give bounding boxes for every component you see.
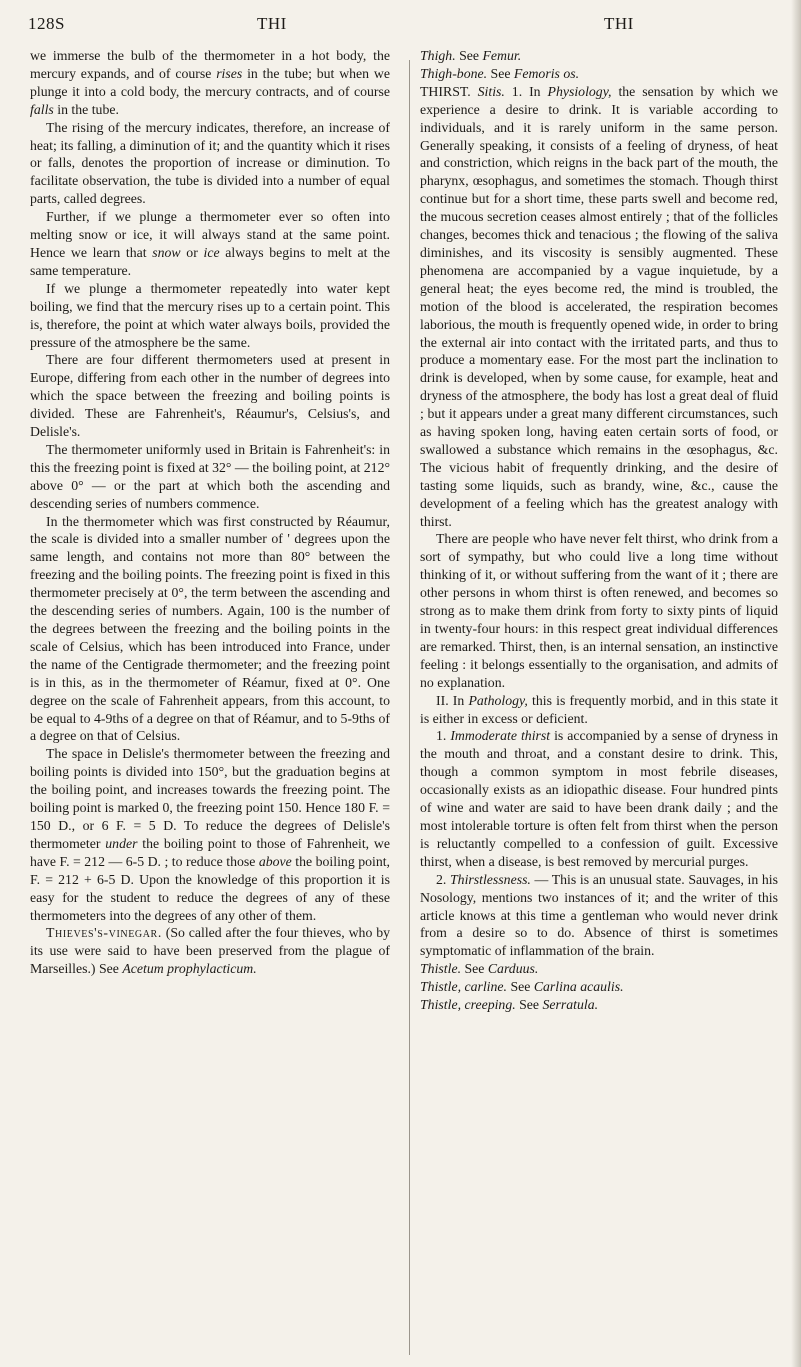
paragraph: The rising of the mercury indicates, therefore, an increase of heat; its falling, a diminution of it; and the quantity which it rises or falls, denotes the proportion of increase or diminution. To facilitate observation, the tube is divided into a number of equal parts, called degrees.: [30, 119, 390, 207]
dictionary-entry: Thistle. See Carduus.: [420, 961, 539, 977]
dictionary-entry: Thistle, carline. See Carlina acaulis.: [420, 979, 624, 995]
paragraph: II. In Pathology, this is frequently morbid, and in this state it is either in excess or deficient.: [420, 692, 779, 726]
dictionary-entry: Thieves's-vinegar. (So called after the four thieves, who by its use were said to have been preserved from the plague of Marseilles.) See Acetum prophylacticum.: [30, 925, 390, 977]
entry-headword: Thigh-bone.: [420, 65, 488, 81]
paragraph: In the thermometer which was first constructed by Réaumur, the scale is divided into a smaller number of ' degrees upon the same length, and contains not more than 80° between the freezing and the boiling points. The freezing point is fixed in this thermometer precisely at 0°, the term between the ascending and the descending series of numbers. Again, 100 is the number of the degrees between the freezing and the boiling points in the scale of Celsius, which has been introduced into France, under the name of the Centigrade thermometer; and the freezing point is in this, as in the thermometer of Réamur, fixed at 0°. One degree on the scale of Fahrenheit appears, from this account, to be equal to 4-9ths of a degree on that of Réamur, and to 5-9ths of a degree on that of Celsius.: [30, 513, 390, 744]
column-divider: [409, 60, 410, 1355]
dictionary-entry: THIRST. Sitis. 1. In Physiology, the sensation by which we experience a desire to drink. It is variable according to individuals, and it is rarely uniform in the same person. Generally speaking, it consists of a feeling of dryness, of heat and constriction, which reigns in the back part of the mouth, the pharynx, œsophagus, and sometimes the stomach. Though thirst continue but for a short time, these parts swell and become red, the mucous secretion ceases almost entirely ; that of the follicles changes, becomes thick and tenacious ; the flowing of the saliva diminishes, and its viscosity is sensibly augmented. These phenomena are accompanied by a vague inquietude, by a general heat; the eyes become red, the mind is troubled, the motion of the blood is accelerated, the respiration becomes laborious, the mouth is frequently opened wide, in order to bring the external air into contact with the irritated parts, and thus to produce a momentary ease. For the most part the inclination to drink is developed, when by some cause, for example, heat and dryness of the atmosphere, the body has lost a great deal of fluid ; but it appears under a great many different circumstances, such as having spoken long, having eaten certain sorts of food, or swallowed a substance which remains in the œsophagus, &c. The vicious habit of frequently drinking, and the desire of tasting some liquids, such as brandy, wine, &c., cause the development of a feeling which has the greatest analogy with thirst.: [420, 83, 778, 529]
dictionary-entry: Thigh. See Femur.: [420, 48, 522, 63]
running-header: [22, 14, 779, 40]
left-running-title: THI: [257, 14, 287, 33]
left-column: [30, 47, 390, 978]
entry-headword: Thistle, carline.: [420, 979, 507, 995]
dictionary-entry: Thigh-bone. See Femoris os.: [420, 65, 580, 81]
entry-headword: Thigh.: [420, 48, 456, 63]
paragraph: If we plunge a thermometer repeatedly into water kept boiling, we find that the mercury rises up to a certain point. This is, therefore, the point at which water always boils, provided the pressure of the atmosphere be the same.: [30, 280, 390, 350]
dictionary-entry: Thistle, creeping. See Serratula.: [420, 997, 599, 1013]
paragraph: we immerse the bulb of the thermometer in a hot body, the mercury expands, and of course rises in the tube; but when we plunge it into a cold body, the mercury contracts, and of course falls in the tube.: [30, 48, 390, 117]
page-number: 128S: [28, 14, 65, 33]
paragraph: The thermometer uniformly used in Britain is Fahrenheit's: in this the freezing point is fixed at 32° — the boiling point, at 212° above 0° — or the part at which both the ascending and descending series of numbers commence.: [30, 441, 390, 511]
entry-headword: Thistle, creeping.: [420, 997, 516, 1013]
paragraph: 1. Immoderate thirst is accompanied by a sense of dryness in the mouth and throat, and a constant desire to drink. This, though a common symptom in most febrile diseases, occasionally exists as an idiopathic disease. Four hundred pints of wine and water are said to have been drank daily ; and the most intolerable torture is often felt from thirst when the person is reluctantly compelled to a confession of guilt. Excessive thirst, when a disease, is best removed by mercurial purges.: [420, 728, 779, 869]
entry-headword: Thieves's-vinegar.: [46, 925, 162, 941]
entry-headword: Thistle.: [420, 961, 462, 977]
page-edge-shadow: [791, 0, 801, 1367]
right-running-title: THI: [604, 14, 634, 33]
paragraph: The space in Delisle's thermometer between the freezing and boiling points is divided into 150°, but the graduation begins at the boiling point, and increases towards the freezing point. The boiling point is marked 0, the freezing point 150. Hence 180 F. = 150 D., or 6 F. = 5 D. To reduce the degrees of Delisle's thermometer under the boiling point to those of Fahrenheit, we have F. = 212 — 6-5 D. ; to reduce those above the boiling point, F. = 212 + 6-5 D. Upon the knowledge of this proportion it is easy for the student to reduce the degrees of any of these thermometers into the degrees of any other of them.: [30, 746, 391, 923]
entry-headword: THIRST.: [420, 83, 471, 99]
paragraph: There are people who have never felt thirst, who drink from a sort of sympathy, but who could live a long time without thinking of it, or without suffering from the want of it ; there are other persons in whom thirst is often renewed, and becomes so strong as to make them drink from forty to sixty pints of liquid in twenty-four hours: in this respect great individual differences are remarked. Thirst, then, is an internal sensation, an instinctive feeling : it belongs essentially to the organisation, and admits of no explanation.: [420, 531, 778, 690]
right-column: [420, 47, 778, 1014]
paragraph: 2. Thirstlessness. — This is an unusual state. Sauvages, in his Nosology, mentions two instances of it; and the writer of this article knows at this time a gentleman who would never drink from a desire so to do. Absence of thirst is sometimes symptomatic of inflammation of the brain.: [420, 871, 779, 959]
paragraph: There are four different thermometers used at present in Europe, differing from each other in the number of degrees into which the space between the freezing and boiling points is divided. These are Fahrenheit's, Réaumur's, Celsius's, and Delisle's.: [30, 352, 390, 440]
paragraph: Further, if we plunge a thermometer ever so often into melting snow or ice, it will always stand at the same point. Hence we learn that snow or ice always begins to melt at the same temperature.: [30, 209, 390, 278]
